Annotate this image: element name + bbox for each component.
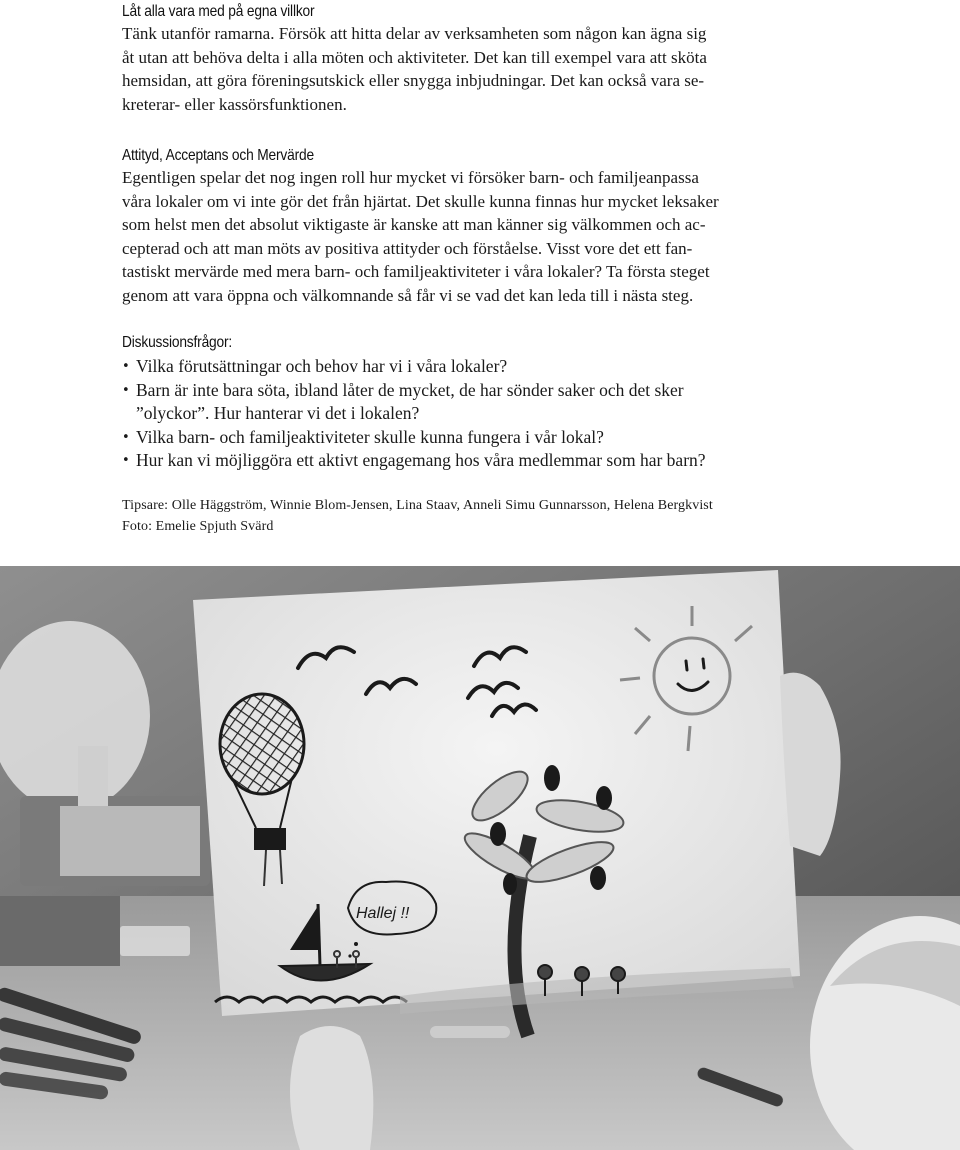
- section-paragraph: [122, 22, 707, 116]
- paragraph-line: cepterad och att man möts av positiva attityder och förståelse. Visst vore det ett fan-: [122, 238, 693, 258]
- child-left-hand: [290, 1026, 373, 1150]
- toy-box-front: [60, 806, 200, 876]
- discussion-list: [122, 355, 706, 473]
- paragraph-line: Tänk utanför ramarna. Försök att hitta delar av verksamheten som någon kan ägna sig: [122, 24, 707, 43]
- section-attityd: [122, 146, 719, 307]
- paragraph-line: tastiskt mervärde med mera barn- och familjeaktiviteter i våra lokaler? Ta första steget: [122, 262, 710, 281]
- section-villkor: [122, 2, 707, 116]
- section-heading: Låt alla vara med på egna villkor: [122, 3, 315, 20]
- paragraph-line: Egentligen spelar det nog ingen roll hur mycket vi försöker barn- och familjeanpassa: [122, 168, 699, 187]
- list-item: [122, 426, 706, 450]
- photo-child-drawing: [0, 566, 960, 1150]
- bullet-icon: •: [122, 382, 130, 398]
- list-item-text: Barn är inte bara söta, ibland låter de mycket, de har sönder saker och det sker: [136, 379, 684, 400]
- tips-credit: Tipsare: Olle Häggström, Winnie Blom-Jensen, Lina Staav, Anneli Simu Gunnarsson, Helena Bergkvist: [122, 498, 713, 513]
- paragraph-line: åt utan att behöva delta i alla möten och aktiviteter. Det kan till exempel vara att sköta: [122, 47, 707, 67]
- list-item-text: Vilka förutsättningar och behov har vi i våra lokaler?: [136, 356, 508, 376]
- paragraph-line: som helst men det absolut viktigaste är kanske att man känner sig välkommen och ac-: [122, 215, 706, 234]
- list-item: [122, 449, 706, 473]
- speech-bubble-text: Hallej !!: [356, 905, 410, 922]
- bullet-icon: •: [122, 359, 130, 374]
- section-diskussion: [122, 333, 706, 473]
- wood-block: [78, 746, 108, 806]
- section-heading: Diskussionsfrågor:: [122, 334, 233, 351]
- bullet-icon: •: [122, 453, 130, 468]
- tray: [0, 896, 120, 966]
- section-paragraph: [122, 166, 719, 307]
- list-item-text-continued: ”olyckor”. Hur hanterar vi det i lokalen?: [136, 403, 420, 423]
- list-item: [122, 355, 706, 379]
- paragraph-line: hemsidan, att göra föreningsutskick eller snygga inbjudningar. Det kan också vara se-: [122, 71, 705, 90]
- paragraph-line: kreterar- eller kassörsfunktionen.: [122, 94, 347, 114]
- photo-credit: Foto: Emelie Spjuth Svärd: [122, 519, 274, 534]
- paragraph-line: våra lokaler om vi inte gör det från hjärtat. Det skulle kunna finnas hur mycket leksaker: [122, 191, 719, 211]
- list-item-text: Vilka barn- och familjeaktiviteter skulle kunna fungera i vår lokal?: [136, 426, 604, 447]
- list-item-text: Hur kan vi möjliggöra ett aktivt engagemang hos våra medlemmar som har barn?: [136, 450, 706, 470]
- bullet-icon: •: [122, 429, 130, 445]
- list-item: [122, 379, 706, 426]
- credits: [122, 495, 713, 537]
- section-heading: Attityd, Acceptans och Mervärde: [122, 147, 314, 164]
- paragraph-line: genom att vara öppna och välkomnande så får vi se vad det kan leda till i nästa steg.: [122, 285, 694, 305]
